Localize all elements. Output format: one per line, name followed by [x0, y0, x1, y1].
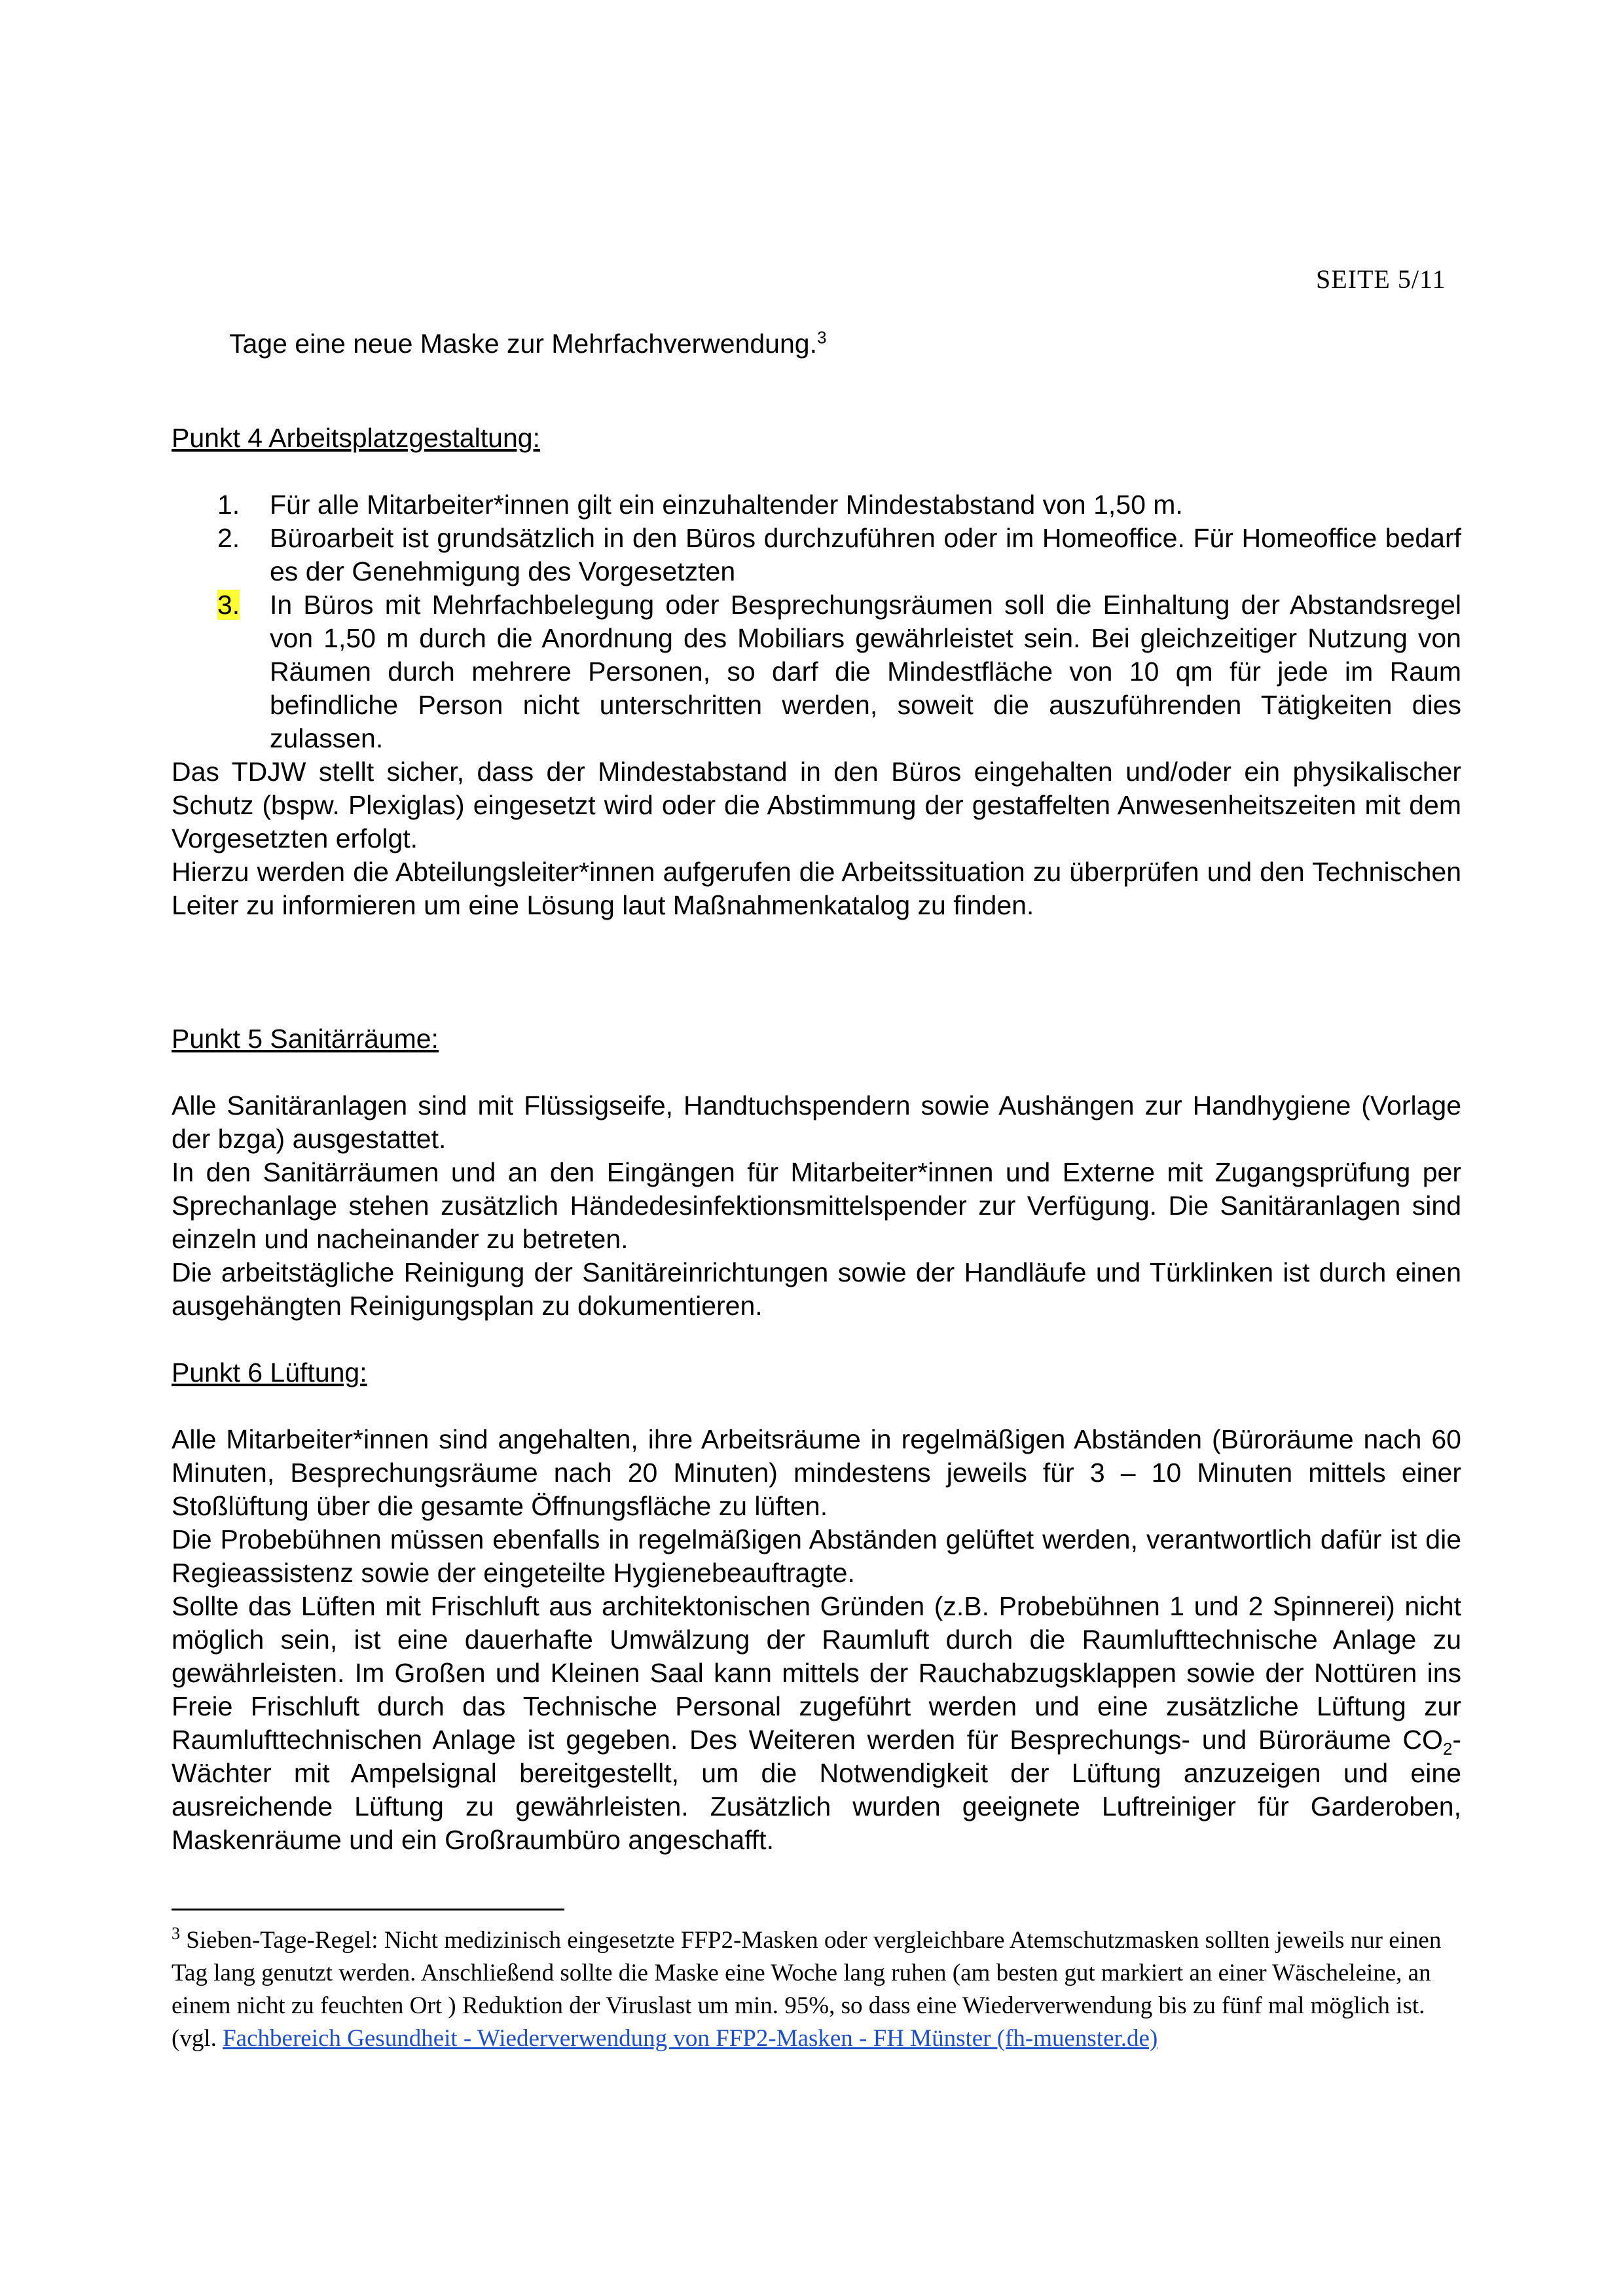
section-6-heading: Punkt 6 Lüftung: — [172, 1357, 367, 1388]
footnote-link[interactable]: Fachbereich Gesundheit - Wiederverwendung von FFP2-Masken - FH Münster (fh-muenster.de) — [223, 2025, 1158, 2052]
page-number: SEITE 5/11 — [1316, 264, 1446, 294]
paragraph: Alle Sanitäranlagen sind mit Flüssigseife, Handtuchspendern sowie Aushängen zur Handhygiene (Vorlage der bzga) ausgestattet. — [172, 1090, 1461, 1154]
list-item — [172, 522, 1461, 588]
paragraph: Die arbeitstägliche Reinigung der Sanitäreinrichtungen sowie der Handläufe und Türklinken ist durch einen ausgehängten Reinigungsplan zu dokumentieren. — [172, 1257, 1461, 1321]
paragraph: Das TDJW stellt sicher, dass der Mindestabstand in den Büros eingehalten und/oder ein physikalischer Schutz (bspw. Plexiglas) eingesetzt wird oder die Abstimmung der gestaffelten Anwesenheitszeiten mit dem Vorgesetzten erfolgt. — [172, 757, 1461, 853]
list-number-highlighted: 3. — [217, 590, 240, 620]
document-body — [172, 327, 1461, 1857]
footnote-reference[interactable]: 3 — [816, 327, 827, 348]
list-item — [172, 488, 1461, 522]
list-item — [172, 588, 1461, 755]
list-number: 2. — [217, 523, 240, 553]
continuation-line — [172, 327, 1461, 361]
paragraph: Sollte das Lüften mit Frischluft aus architektonischen Gründen (z.B. Probebühnen 1 und 2 Spinnerei) nicht möglich sein, ist eine dauerhafte Umwälzung der Raumluft durch die Raumlufttechnische Anlage zu gewährleisten. Im Großen und Kleinen Saal kann mittels der Rauchabzugsklappen sowie der Nottüren ins Freie Frischluft durch das Technische Personal zugeführt werden und eine zusätzliche Lüftung zur Raumlufttechnischen Anlage ist gegeben. Des Weiteren werden für Besprechungs- und Büroräume $CO_2$-Wächter mit Ampelsignal bereitgestellt, um die Notwendigkeit der Lüftung anzuzeigen und eine ausreichende Lüftung zu gewährleisten. Zusätzlich wurden geeignete Luftreiniger für Garderoben, Maskenräume und ein Großraumbüro angeschafft. — [172, 1591, 1461, 1855]
list-text: Für alle Mitarbeiter*innen gilt ein einzuhaltender Mindestabstand von 1,50 m. — [270, 490, 1183, 520]
list-text: Büroarbeit ist grundsätzlich in den Büros durchzuführen oder im Homeoffice. Für Homeoffice bedarf es der Genehmigung des Vorgesetzten — [270, 523, 1461, 586]
footnote-text: Sieben-Tage-Regel: Nicht medizinisch eingesetzte FFP2-Masken oder vergleichbare Atemschutzmasken sollten jeweils nur einen Tag lang genutzt werden. Anschließend sollte die Maske eine Woche lang ruhen (am besten gut markiert an einer Wäscheleine, an einem nicht zu feuchten Ort ) Reduktion der Viruslast um min. 95%, so dass eine Wiederverwendung bis zu fünf mal möglich ist. (vgl. — [172, 1927, 1442, 2052]
paragraph: In den Sanitärräumen und an den Eingängen für Mitarbeiter*innen und Externe mit Zugangsprüfung per Sprechanlage stehen zusätzlich Händedesinfektionsmittelspender zur Verfügung. Die Sanitäranlagen sind einzeln und nacheinander zu betreten. — [172, 1157, 1461, 1254]
continuation-text: Tage eine neue Maske zur Mehrfachverwendung. — [229, 329, 817, 359]
paragraph: Hierzu werden die Abteilungsleiter*innen aufgerufen die Arbeitssituation zu überprüfen und den Technischen Leiter zu informieren um eine Lösung laut Maßnahmenkatalog zu finden. — [172, 857, 1461, 920]
list-text: In Büros mit Mehrfachbelegung oder Besprechungsräumen soll die Einhaltung der Abstandsregel von 1,50 m durch die Anordnung des Mobiliars gewährleistet sein. Bei gleichzeitiger Nutzung von Räumen durch mehrere Personen, so darf die Mindestfläche von 10 qm für jede im Raum befindliche Person nicht unterschritten werden, soweit die auszuführenden Tätigkeiten dies zulassen. — [270, 590, 1461, 753]
section-4-list — [172, 488, 1461, 755]
section-5-heading: Punkt 5 Sanitärräume: — [172, 1024, 439, 1054]
footnote — [172, 1924, 1448, 2055]
section-4-heading: Punkt 4 Arbeitsplatzgestaltung: — [172, 423, 540, 453]
footnote-separator — [172, 1909, 564, 1910]
list-number: 1. — [217, 490, 240, 520]
paragraph: Alle Mitarbeiter*innen sind angehalten, ihre Arbeitsräume in regelmäßigen Abständen (Büroräume nach 60 Minuten, Besprechungsräume nach 20 Minuten) mindestens jeweils für 3 – 10 Minuten mittels einer Stoßlüftung über die gesamte Öffnungsfläche zu lüften. — [172, 1424, 1461, 1521]
paragraph: Die Probebühnen müssen ebenfalls in regelmäßigen Abständen gelüftet werden, verantwortlich dafür ist die Regieassistenz sowie der eingeteilte Hygienebeauftragte. — [172, 1524, 1461, 1588]
footnote-marker: 3 — [172, 1924, 180, 1943]
